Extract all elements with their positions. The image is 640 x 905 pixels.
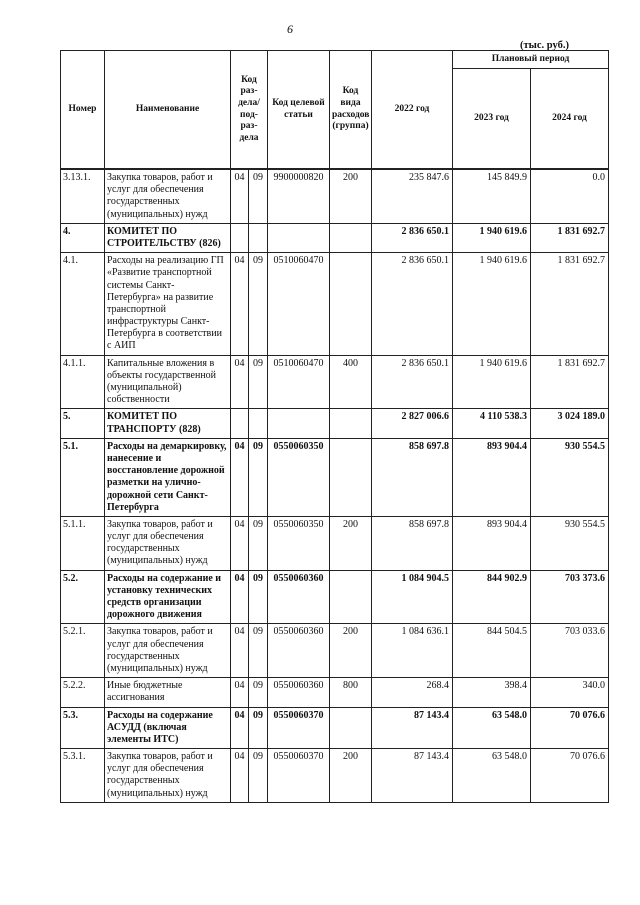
row-number: 4.1. [61, 253, 105, 356]
row-number: 5.1. [61, 438, 105, 516]
row-2022: 1 084 904.5 [372, 570, 453, 624]
row-name: Закупка товаров, работ и услуг для обеспечения государственных (муниципальных) нужд [105, 749, 231, 803]
page-number: 6 [287, 22, 293, 36]
row-expense-type: 800 [330, 678, 372, 707]
row-2024: 1 831 692.7 [531, 223, 609, 252]
row-number: 5. [61, 409, 105, 438]
header-target: Код целевой статьи [268, 51, 330, 169]
table-row [61, 253, 609, 356]
row-subsection [249, 223, 268, 252]
row-number: 5.2.2. [61, 678, 105, 707]
row-2022: 2 836 650.1 [372, 355, 453, 409]
header-planning: Плановый период [453, 51, 609, 69]
row-section: 04 [231, 170, 249, 224]
row-subsection: 09 [249, 438, 268, 516]
row-target: 0550060360 [268, 570, 330, 624]
row-target: 0550060350 [268, 516, 330, 570]
row-name: Расходы на демаркировку, нанесение и восстановление дорожной разметки на улично-дорожной сети Санкт-Петербурга [105, 438, 231, 516]
row-2024: 340.0 [531, 678, 609, 707]
row-2023: 893 904.4 [453, 438, 531, 516]
row-2022: 858 697.8 [372, 516, 453, 570]
row-name: Закупка товаров, работ и услуг для обеспечения государственных (муниципальных) нужд [105, 170, 231, 224]
row-target: 9900000820 [268, 170, 330, 224]
table-row [61, 624, 609, 678]
row-expense-type: 200 [330, 624, 372, 678]
header-section: Код раз-дела/ под-раз-дела [231, 51, 268, 169]
row-2022: 2 836 650.1 [372, 223, 453, 252]
table-row [61, 678, 609, 707]
row-2023: 1 940 619.6 [453, 223, 531, 252]
row-number: 4. [61, 223, 105, 252]
row-section: 04 [231, 707, 249, 749]
row-2023: 145 849.9 [453, 170, 531, 224]
row-2024: 1 831 692.7 [531, 355, 609, 409]
row-2023: 4 110 538.3 [453, 409, 531, 438]
row-name: КОМИТЕТ ПО СТРОИТЕЛЬСТВУ (826) [105, 223, 231, 252]
row-target: 0550060370 [268, 707, 330, 749]
row-name: Закупка товаров, работ и услуг для обеспечения государственных (муниципальных) нужд [105, 624, 231, 678]
header-2022: 2022 год [372, 51, 453, 169]
row-number: 5.3.1. [61, 749, 105, 803]
row-expense-type: 200 [330, 749, 372, 803]
row-2022: 2 827 006.6 [372, 409, 453, 438]
row-subsection: 09 [249, 516, 268, 570]
row-number: 3.13.1. [61, 170, 105, 224]
row-expense-type [330, 570, 372, 624]
row-2022: 87 143.4 [372, 707, 453, 749]
row-expense-type [330, 409, 372, 438]
table-row [61, 409, 609, 438]
row-2023: 63 548.0 [453, 749, 531, 803]
row-2024: 930 554.5 [531, 516, 609, 570]
table-row [61, 355, 609, 409]
row-number: 5.2.1. [61, 624, 105, 678]
row-section: 04 [231, 678, 249, 707]
row-subsection: 09 [249, 253, 268, 356]
row-2024: 70 076.6 [531, 707, 609, 749]
row-2022: 1 084 636.1 [372, 624, 453, 678]
row-2024: 703 033.6 [531, 624, 609, 678]
row-section: 04 [231, 624, 249, 678]
row-target [268, 223, 330, 252]
budget-table [60, 50, 609, 803]
row-2024: 930 554.5 [531, 438, 609, 516]
table-row [61, 516, 609, 570]
table-row [61, 570, 609, 624]
header-name: Наименование [105, 51, 231, 169]
row-2024: 0.0 [531, 170, 609, 224]
row-expense-type [330, 223, 372, 252]
row-subsection: 09 [249, 749, 268, 803]
row-target: 0550060350 [268, 438, 330, 516]
row-name: КОМИТЕТ ПО ТРАНСПОРТУ (828) [105, 409, 231, 438]
row-2023: 63 548.0 [453, 707, 531, 749]
header-expense-type: Код вида расходов (группа) [330, 51, 372, 169]
row-subsection: 09 [249, 707, 268, 749]
header-2024: 2024 год [531, 69, 609, 169]
row-subsection: 09 [249, 570, 268, 624]
row-number: 4.1.1. [61, 355, 105, 409]
row-expense-type [330, 707, 372, 749]
row-2023: 1 940 619.6 [453, 355, 531, 409]
row-number: 5.3. [61, 707, 105, 749]
row-expense-type: 400 [330, 355, 372, 409]
row-2023: 844 504.5 [453, 624, 531, 678]
row-subsection [249, 409, 268, 438]
table-row [61, 707, 609, 749]
row-2022: 2 836 650.1 [372, 253, 453, 356]
row-target: 0550060360 [268, 624, 330, 678]
row-expense-type [330, 253, 372, 356]
row-expense-type: 200 [330, 516, 372, 570]
row-expense-type: 200 [330, 170, 372, 224]
row-subsection: 09 [249, 170, 268, 224]
row-2024: 703 373.6 [531, 570, 609, 624]
row-subsection: 09 [249, 355, 268, 409]
row-section: 04 [231, 516, 249, 570]
row-2022: 87 143.4 [372, 749, 453, 803]
row-2023: 1 940 619.6 [453, 253, 531, 356]
row-name: Расходы на содержание и установку технических средств организации дорожного движения [105, 570, 231, 624]
row-target: 0550060360 [268, 678, 330, 707]
row-section [231, 409, 249, 438]
row-target: 0510060470 [268, 355, 330, 409]
row-name: Расходы на содержание АСУДД (включая элементы ИТС) [105, 707, 231, 749]
row-section: 04 [231, 253, 249, 356]
header-2023: 2023 год [453, 69, 531, 169]
row-expense-type [330, 438, 372, 516]
row-section: 04 [231, 749, 249, 803]
row-section: 04 [231, 570, 249, 624]
row-number: 5.1.1. [61, 516, 105, 570]
units-label: (тыс. руб.) [520, 40, 569, 51]
row-subsection: 09 [249, 678, 268, 707]
row-section [231, 223, 249, 252]
row-name: Иные бюджетные ассигнования [105, 678, 231, 707]
row-name: Закупка товаров, работ и услуг для обеспечения государственных (муниципальных) нужд [105, 516, 231, 570]
table-row [61, 170, 609, 224]
row-target: 0550060370 [268, 749, 330, 803]
row-subsection: 09 [249, 624, 268, 678]
row-2023: 398.4 [453, 678, 531, 707]
row-2024: 3 024 189.0 [531, 409, 609, 438]
table-row [61, 438, 609, 516]
table-row [61, 749, 609, 803]
row-2022: 858 697.8 [372, 438, 453, 516]
row-section: 04 [231, 438, 249, 516]
row-section: 04 [231, 355, 249, 409]
row-2023: 844 902.9 [453, 570, 531, 624]
row-2024: 1 831 692.7 [531, 253, 609, 356]
table-row [61, 223, 609, 252]
row-2022: 235 847.6 [372, 170, 453, 224]
row-target [268, 409, 330, 438]
row-name: Расходы на реализацию ГП «Развитие транспортной системы Санкт-Петербурга» на развитие транспортной инфраструктуры Санкт-Петербурга в соответствии с АИП [105, 253, 231, 356]
row-2022: 268.4 [372, 678, 453, 707]
row-target: 0510060470 [268, 253, 330, 356]
header-number: Номер [61, 51, 105, 169]
row-name: Капитальные вложения в объекты государственной (муниципальной) собственности [105, 355, 231, 409]
row-number: 5.2. [61, 570, 105, 624]
row-2024: 70 076.6 [531, 749, 609, 803]
row-2023: 893 904.4 [453, 516, 531, 570]
